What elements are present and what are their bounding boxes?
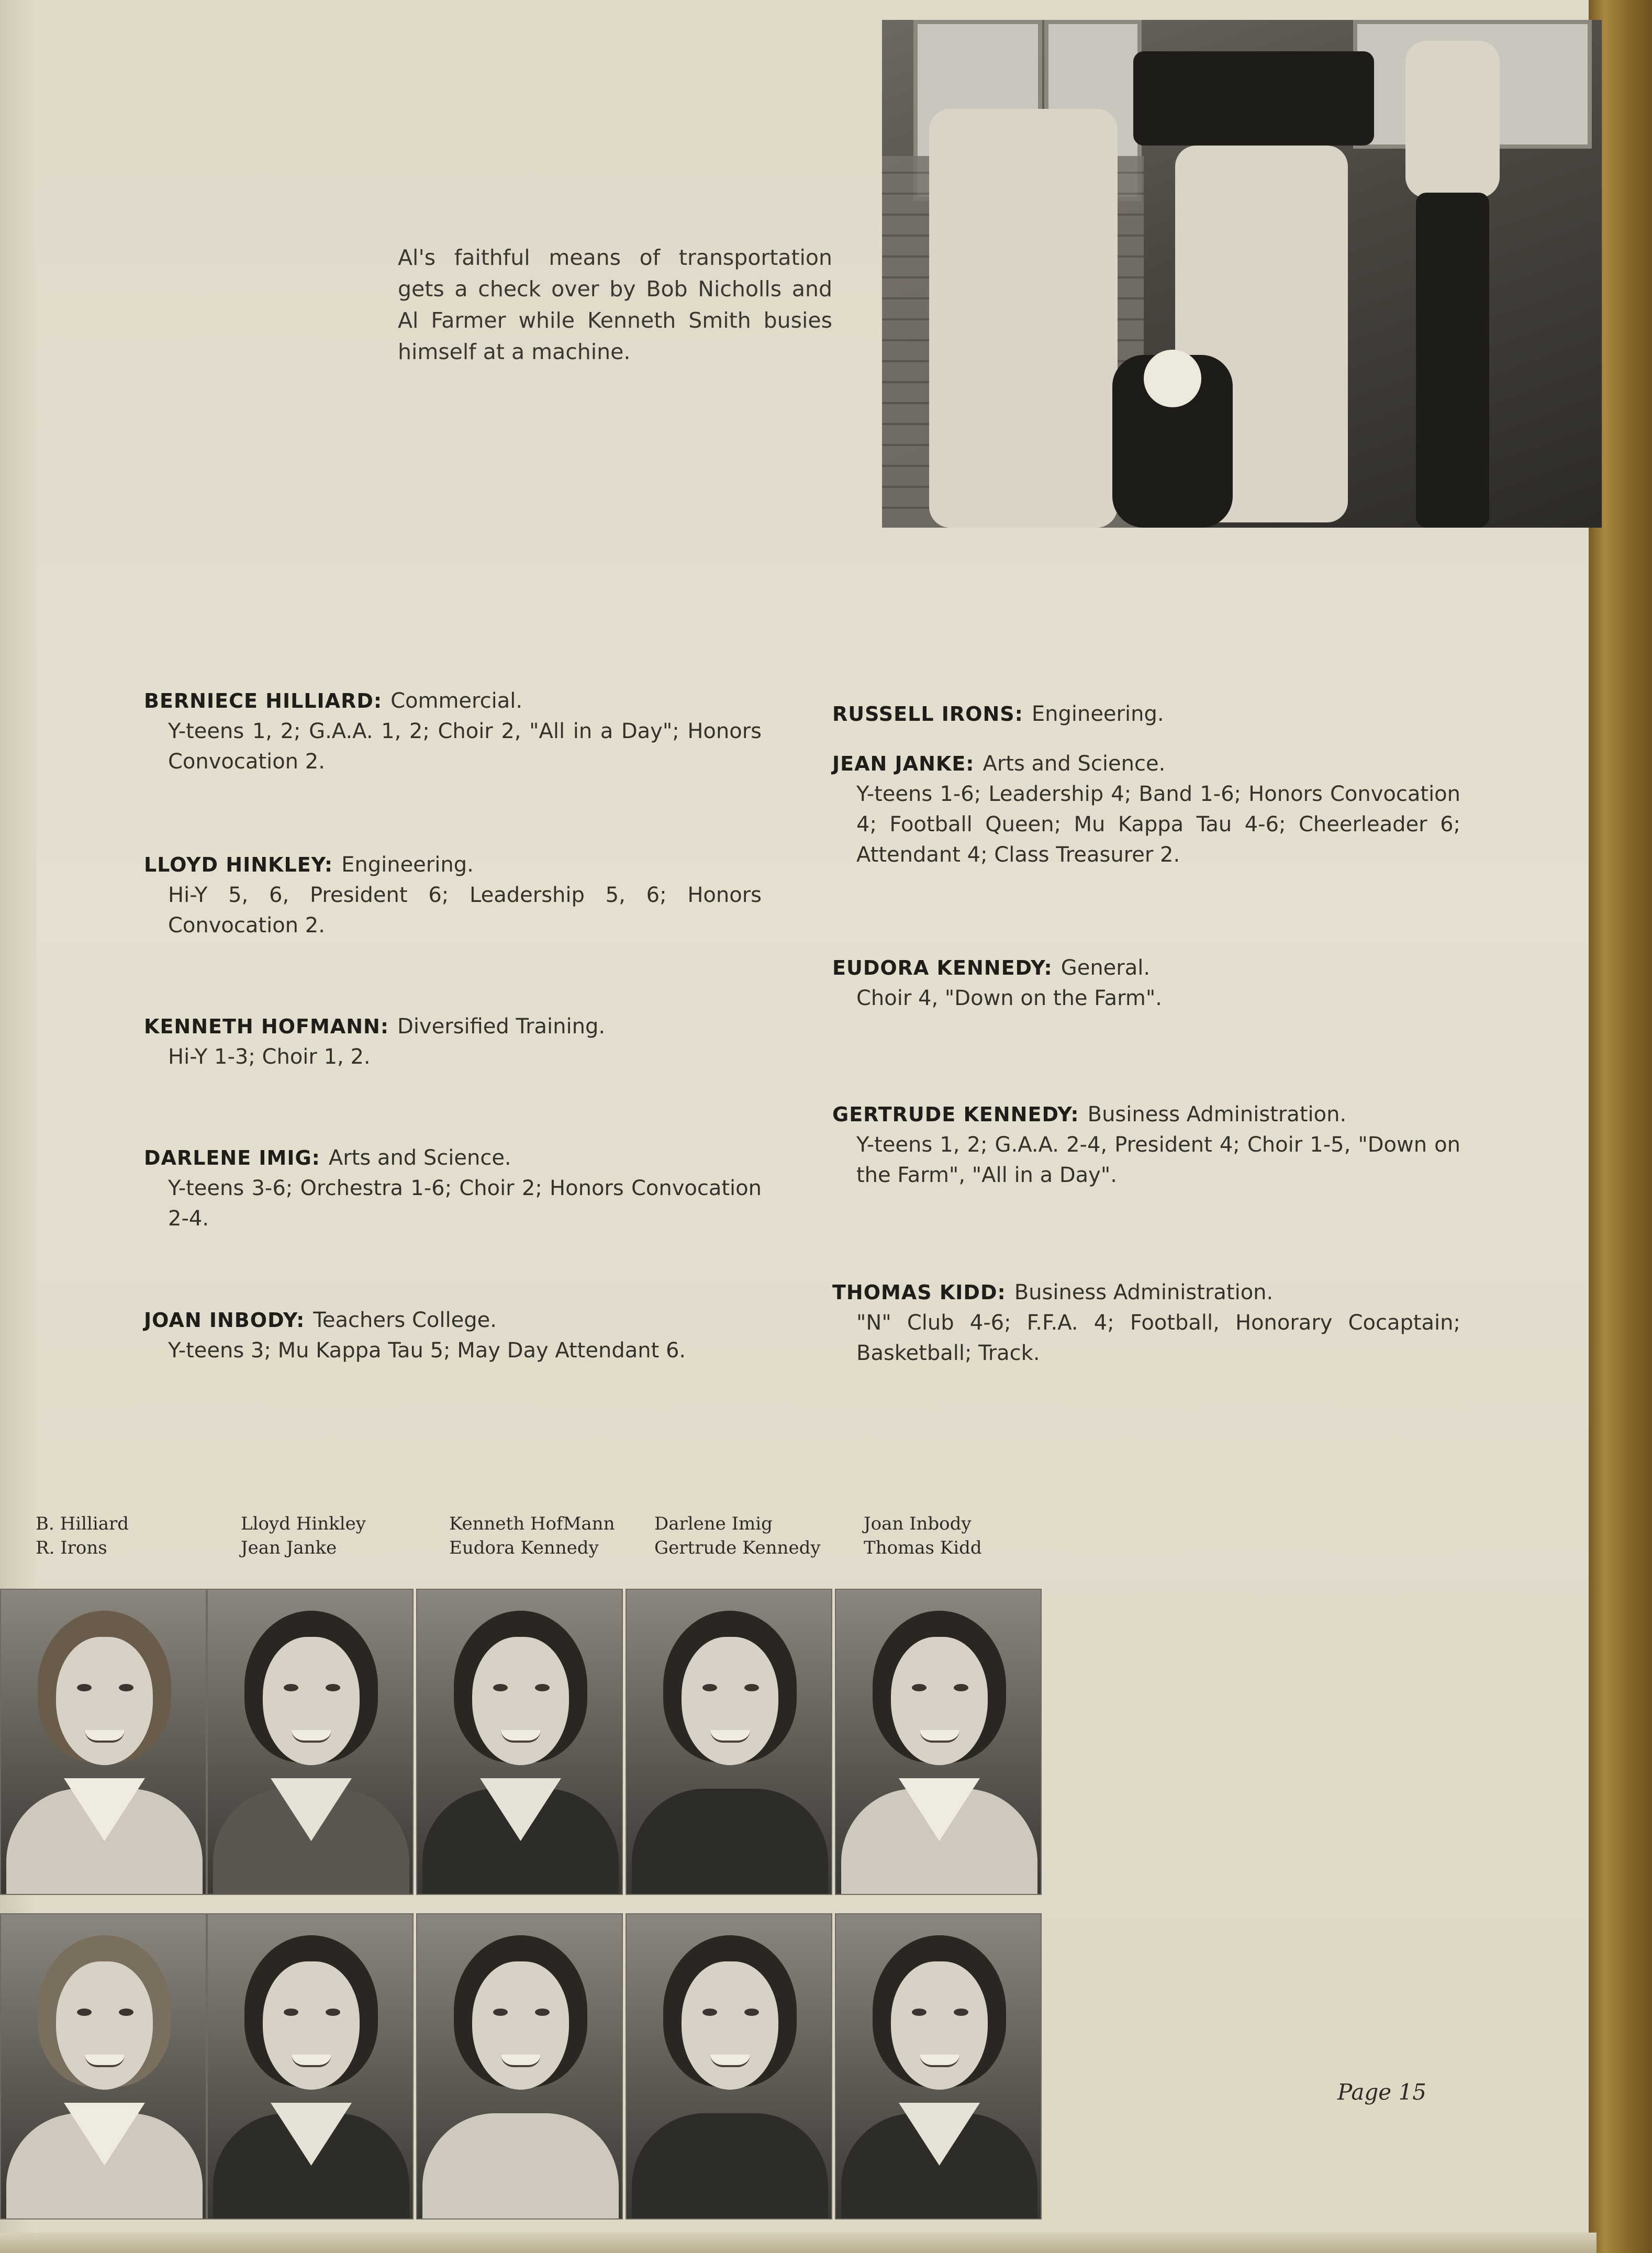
person-legs [1416,193,1489,528]
student-name: BERNIECE HILLIARD: [144,689,383,712]
student-activities: Y-teens 1, 2; G.A.A. 1, 2; Choir 2, "All in a Day"; Honors Convocation 2. [168,719,762,774]
photo-label-pair [36,1512,224,1560]
photo-caption: Al's faithful means of transportation gets a check over by Bob Nicholls and Al Farmer while Kenneth Smith busies himself at a machine. [398,245,832,364]
student-name: JOAN INBODY: [144,1309,305,1332]
student-field: Arts and Science. [328,1146,511,1170]
photo-label-top: Kenneth HofMann [449,1513,615,1534]
student-name: EUDORA KENNEDY: [832,956,1053,979]
portrait-photo [0,1589,207,1895]
portrait-photo [207,1913,414,2219]
student-activities: "N" Club 4-6; F.F.A. 4; Football, Honorary Cocaptain; Basketball; Track. [856,1311,1460,1365]
student-field: Teachers College. [313,1308,497,1332]
photo-label-bottom: Eudora Kennedy [449,1537,599,1558]
photo-label-top: Joan Inbody [864,1513,972,1534]
portrait-photo [207,1589,414,1895]
workshop-photo [882,20,1602,528]
photo-label-top: Lloyd Hinkley [241,1513,366,1534]
portrait-photo [626,1913,832,2219]
student-field: General. [1061,956,1151,980]
student-field: Business Administration. [1014,1280,1274,1304]
person-figure [929,109,1118,528]
student-field: Diversified Training. [397,1014,606,1039]
student-name: GERTRUDE KENNEDY: [832,1103,1079,1126]
bio-entry [144,686,762,777]
bio-entry [144,1143,762,1234]
photo-label-bottom: Jean Janke [241,1537,337,1558]
photo-label-bottom: R. Irons [36,1537,107,1558]
portrait-photo [626,1589,832,1895]
bio-entry [144,1011,762,1072]
student-field: Arts and Science. [983,752,1166,776]
photo-label-top: Darlene Imig [654,1513,773,1534]
student-activities: Choir 4, "Down on the Farm". [856,986,1162,1010]
bio-entry [832,749,1460,870]
student-activities: Y-teens 1, 2; G.A.A. 2-4, President 4; Choir 1-5, "Down on the Farm", "All in a Day". [856,1133,1460,1187]
photo-label-bottom: Gertrude Kennedy [654,1537,821,1558]
photo-label-top: B. Hilliard [36,1513,129,1534]
photo-label-pair [241,1512,429,1560]
photo-label-pair [654,1512,843,1560]
portrait-photo [416,1913,623,2219]
bio-entry [832,699,1460,729]
student-activities: Y-teens 1-6; Leadership 4; Band 1-6; Honors Convocation 4; Football Queen; Mu Kappa Tau 4-6; Cheerleader 6; Attendant 4; Class Treasurer 2. [856,782,1460,867]
portrait-photo [835,1589,1042,1895]
student-name: DARLENE IMIG: [144,1146,320,1169]
student-name: RUSSELL IRONS: [832,702,1023,726]
headlight [1144,350,1201,407]
student-field: Engineering. [1031,702,1164,726]
student-field: Business Administration. [1087,1102,1347,1126]
bio-entry [144,1305,762,1366]
portrait-photo [0,1913,207,2219]
page-number: Page 15 [1337,2079,1426,2105]
student-name: LLOYD HINKLEY: [144,853,333,876]
page-bottom-edge [0,2233,1597,2253]
portrait-photo [835,1913,1042,2219]
machine-shadow [1133,51,1374,146]
bio-entry [144,850,762,941]
student-activities: Hi-Y 5, 6, President 6; Leadership 5, 6; Honors Convocation 2. [168,883,762,938]
student-field: Engineering. [341,853,474,877]
person-figure [1405,41,1500,198]
student-activities: Y-teens 3; Mu Kappa Tau 5; May Day Attendant 6. [168,1339,686,1363]
bio-entry [832,1277,1460,1368]
portrait-photo [416,1589,623,1895]
photo-label-pair [449,1512,638,1560]
photo-label-bottom: Thomas Kidd [864,1537,982,1558]
student-name: KENNETH HOFMANN: [144,1015,389,1038]
student-name: THOMAS KIDD: [832,1281,1006,1304]
bio-entry [832,1099,1460,1190]
student-activities: Hi-Y 1-3; Choir 1, 2. [168,1045,371,1069]
bio-entry [832,953,1460,1013]
student-field: Commercial. [390,689,523,713]
student-name: JEAN JANKE: [832,752,975,775]
photo-label-pair [864,1512,1052,1560]
student-activities: Y-teens 3-6; Orchestra 1-6; Choir 2; Honors Convocation 2-4. [168,1176,762,1231]
